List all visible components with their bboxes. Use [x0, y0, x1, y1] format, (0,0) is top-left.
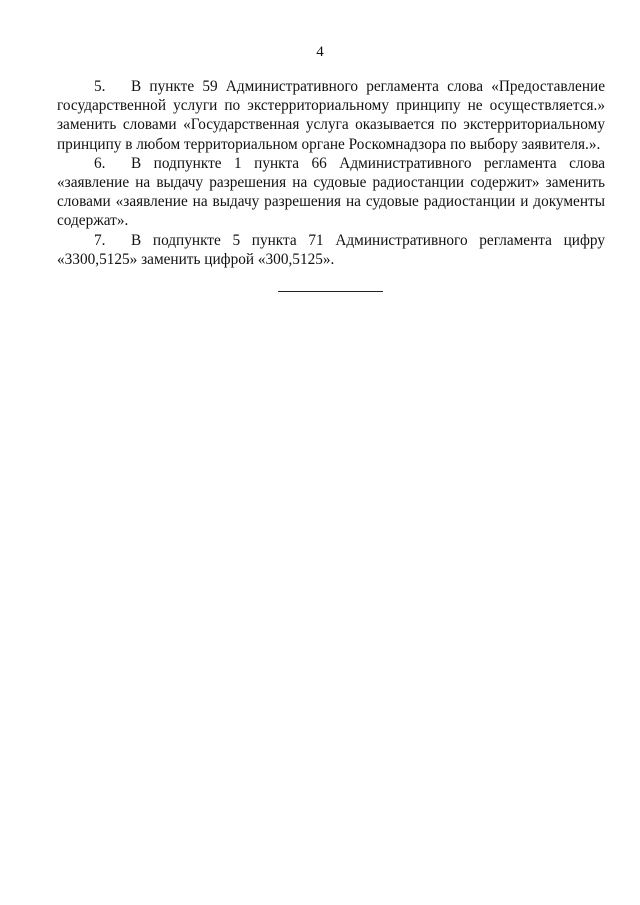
paragraph-number: 5. — [94, 78, 106, 95]
paragraph-text: В подпункте 5 пункта 71 Административного регламента цифру «3300,5125» заменить цифрой «300,5125». — [57, 231, 605, 268]
paragraph-5 — [57, 77, 605, 154]
end-divider-line — [278, 291, 383, 292]
document-body — [57, 77, 605, 269]
paragraph-text: В пункте 59 Административного регламента слова «Предоставление государственной услуги по экстерриториальному принципу не осуществляется.» заменить словами «Государственная услуга оказывается по экстерриториальному принципу в любом территориальном органе Роскомнадзора по выбору заявителя.». — [57, 78, 605, 153]
page-number: 4 — [316, 44, 324, 60]
paragraph-text: В подпункте 1 пункта 66 Административного регламента слова «заявление на выдачу разрешения на судовые радиостанции содержит» заменить словами «заявление на выдачу разрешения на судовые радиостанции и документы содержат». — [57, 154, 605, 230]
paragraph-number: 6. — [94, 154, 106, 172]
paragraph-number: 7. — [94, 231, 106, 249]
paragraph-6 — [57, 154, 605, 231]
paragraph-7 — [57, 231, 605, 269]
